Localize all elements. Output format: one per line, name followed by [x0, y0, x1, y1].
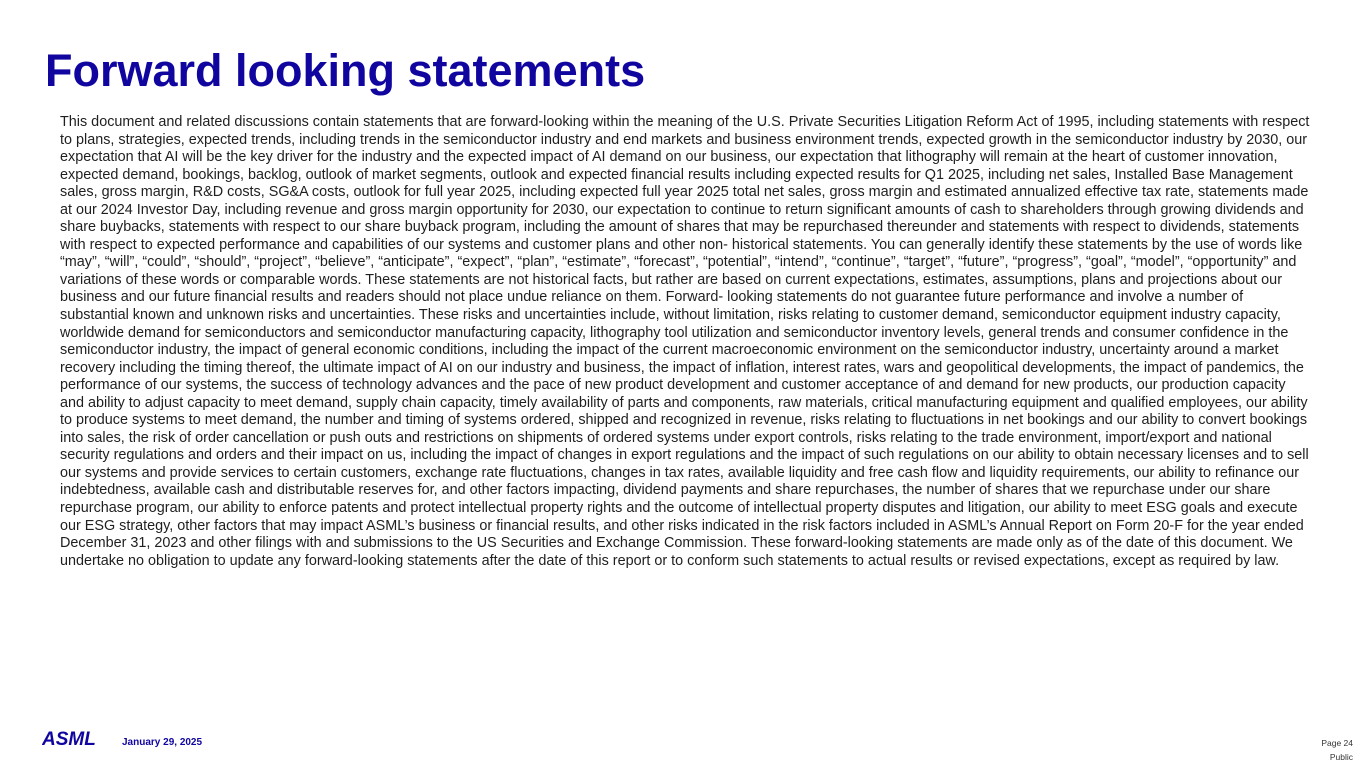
- page-number: Page 24: [1321, 738, 1353, 748]
- forward-looking-statement-text: This document and related discussions contain statements that are forward-looking within the meaning of the U.S. Private Securities Litigation Reform Act of 1995, including statements with respect to plans, strategies, expected trends, including trends in the semiconductor industry and end markets and business environment trends, expected growth in the semiconductor industry by 2030, our expectation that AI will be the key driver for the industry and the expected impact of AI demand on our business, our expectation that lithography will remain at the heart of customer innovation, expected demand, bookings, backlog, outlook of market segments, outlook and expected financial results including expected results for Q1 2025, including net sales, Installed Base Management sales, gross margin, R&D costs, SG&A costs, outlook for full year 2025, including expected full year 2025 total net sales, gross margin and estimated annualized effective tax rate, statements made at our 2024 Investor Day, including revenue and gross margin opportunity for 2030, our expectation to continue to return significant amounts of cash to shareholders through growing dividends and share buybacks, statements with respect to our share buyback program, including the amount of shares that may be repurchased thereunder and statements with respect to dividends, statements with respect to expected performance and capabilities of our systems and customer plans and other non- historical statements. You can generally identify these statements by the use of words like “may”, “will”, “could”, “should”, “project”, “believe”, “anticipate”, “expect”, “plan”, “estimate”, “forecast”, “potential”, “intend”, “continue”, “target”, “future”, “progress”, “goal”, “model”, “opportunity” and variations of these words or comparable words. These statements are not historical facts, but rather are based on current expectations, estimates, assumptions, plans and projections about our business and our future financial results and readers should not place undue reliance on them. Forward- looking statements do not guarantee future performance and involve a number of substantial known and unknown risks and uncertainties. These risks and uncertainties include, without limitation, risks relating to customer demand, semiconductor equipment industry capacity, worldwide demand for semiconductors and semiconductor manufacturing capacity, lithography tool utilization and semiconductor inventory levels, general trends and consumer confidence in the semiconductor industry, the impact of general economic conditions, including the impact of the current macroeconomic environment on the semiconductor industry, uncertainty around a market recovery including the timing thereof, the ultimate impact of AI on our industry and business, the impact of inflation, interest rates, wars and geopolitical developments, the impact of pandemics, the performance of our systems, the success of technology advances and the pace of new product development and customer acceptance of and demand for new products, our production capacity and ability to adjust capacity to meet demand, supply chain capacity, timely availability of parts and components, raw materials, critical manufacturing equipment and qualified employees, our ability to produce systems to meet demand, the number and timing of systems ordered, shipped and recognized in revenue, risks relating to fluctuations in net bookings and our ability to convert bookings into sales, the risk of order cancellation or push outs and restrictions on shipments of ordered systems under export controls, risks relating to the trade environment, import/export and national security regulations and orders and their impact on us, including the impact of changes in export regulations and the impact of such regulations on our ability to obtain necessary licenses and to sell our systems and provide services to certain customers, exchange rate fluctuations, changes in tax rates, available liquidity and free cash flow and liquidity requirements, our ability to refinance our indebtedness, available cash and distributable reserves for, and other factors impacting, dividend payments and share repurchases, the number of shares that we repurchase under our share repurchase program, our ability to enforce patents and protect intellectual property rights and the outcome of intellectual property disputes and litigation, our ability to meet ESG goals and execute our ESG strategy, other factors that may impact ASML’s business or financial results, and other risks indicated in the risk factors included in ASML’s Annual Report on Form 20-F for the year ended December 31, 2023 and other filings with and submissions to the US Securities and Exchange Commission. These forward-looking statements are made only as of the date of this document. We undertake no obligation to update any forward-looking statements after the date of this report or to conform such statements to actual results or revised expectations, except as required by law.: [60, 114, 1310, 569]
- page-title: Forward looking statements: [45, 45, 646, 96]
- classification-label: Public: [1329, 752, 1353, 762]
- footer-date: January 29, 2025: [122, 737, 203, 748]
- asml-logo-icon: [42, 729, 106, 749]
- logo-text: ASML: [42, 729, 96, 749]
